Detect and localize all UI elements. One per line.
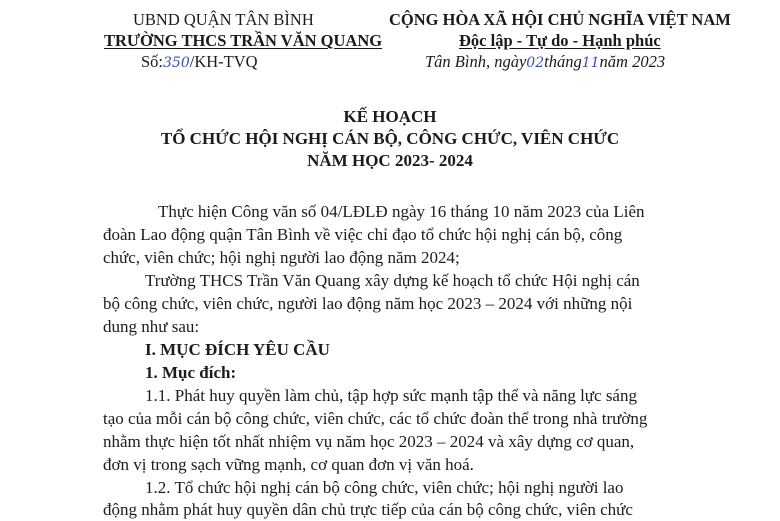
p3-line1: 1.1. Phát huy quyền làm chủ, tập hợp sức mạnh tập thể và năng lực sáng [145,386,637,405]
handwritten-month: 11 [581,55,600,71]
p2-line3: dung như sau: [103,317,200,336]
p1-line3: chức, viên chức; hội nghị người lao động năm 2024; [103,248,460,267]
section-heading: I. MỤC ĐÍCH YÊU CẦU [145,340,330,359]
document-title: TỔ CHỨC HỘI NGHỊ CÁN BỘ, CÔNG CHỨC, VIÊN CHỨC [160,129,620,148]
subsection-heading: 1. Mục đích: [145,363,237,382]
national-title: CỘNG HÒA XÃ HỘI CHỦ NGHĨA VIỆT NAM [389,10,731,29]
document-subtitle: NĂM HỌC 2023- 2024 [307,151,473,170]
date-part1: Tân Bình, ngày [425,52,527,71]
handwritten-number: 350 [163,55,190,71]
p3-line2: tạo của mỗi cán bộ công chức, viên chức, các tổ chức đoàn thể trong nhà trường [103,409,648,428]
school-name: TRƯỜNG THCS TRẦN VĂN QUANG [104,31,383,50]
document-type: KẾ HOẠCH [343,107,437,126]
p3-line4: đơn vị trong sạch vững mạnh, cơ quan đơn vị văn hoá. [103,455,474,474]
p4-line2: động nhằm phát huy quyền dân chủ trực tiếp của cán bộ công chức, viên chức [103,500,633,519]
document-number [141,52,258,73]
date-part2: tháng [544,52,582,71]
national-motto: Độc lập - Tự do - Hạnh phúc [459,31,661,50]
date-part3: năm 2023 [599,52,666,71]
document-date [425,52,665,73]
p2-line1: Trường THCS Trần Văn Quang xây dựng kế hoạch tổ chức Hội nghị cán [145,271,640,290]
agency-name: UBND QUẬN TÂN BÌNH [133,10,314,29]
p2-line2: bộ công chức, viên chức, người lao động năm học 2023 – 2024 với những nội [103,294,633,313]
handwritten-day: 02 [526,55,545,71]
p3-line3: nhằm thực hiện tốt nhất nhiệm vụ năm học 2023 – 2024 và xây dựng cơ quan, [103,432,635,451]
p4-line1: 1.2. Tổ chức hội nghị cán bộ công chức, viên chức; hội nghị người lao [145,478,624,497]
p1-line2: đoàn Lao động quận Tân Bình về việc chỉ đạo tổ chức hội nghị cán bộ, công [103,225,623,244]
number-suffix: /KH-TVQ [189,52,258,71]
number-prefix: Số: [141,52,164,71]
p1-line1: Thực hiện Công văn số 04/LĐLĐ ngày 16 tháng 10 năm 2023 của Liên [158,202,645,221]
